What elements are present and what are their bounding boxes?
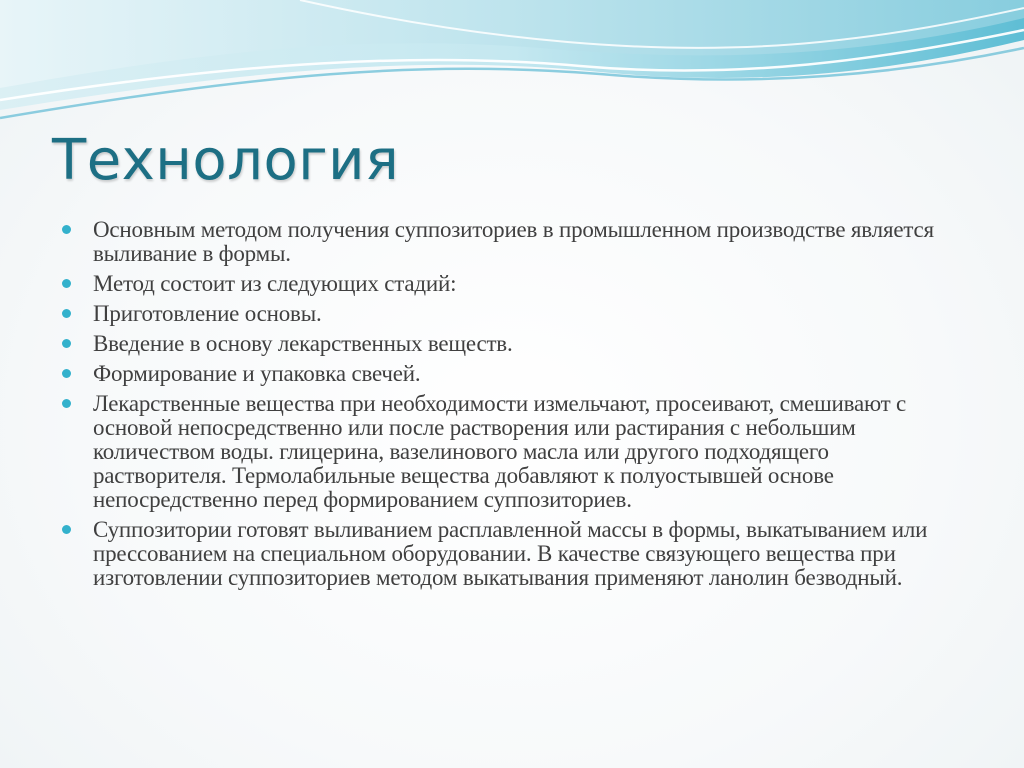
list-item-text: Приготовление основы. — [93, 301, 322, 326]
list-item — [62, 518, 967, 590]
slide-title: Технология — [52, 128, 400, 193]
list-item — [62, 272, 967, 296]
list-item-text: Суппозитории готовят выливанием расплавленной массы в формы, выкатыванием или прессованием на специальном оборудовании. В качестве связующего вещества при изготовлении суппозиториев методом выкатывания применяют ланолин безводный. — [93, 517, 928, 590]
bullet-dot-icon — [62, 525, 71, 534]
decorative-wave-header — [0, 0, 1024, 130]
list-item-text: Метод состоит из следующих стадий: — [93, 271, 457, 296]
bullet-dot-icon — [62, 279, 71, 288]
bullet-dot-icon — [62, 369, 71, 378]
list-item-text: Формирование и упаковка свечей. — [93, 361, 421, 386]
bullet-dot-icon — [62, 339, 71, 348]
list-item — [62, 392, 967, 512]
bullet-list — [62, 218, 967, 596]
list-item — [62, 362, 967, 386]
list-item — [62, 332, 967, 356]
list-item-text: Основным методом получения суппозиториев в промышленном производстве является выливание в формы. — [93, 217, 934, 266]
list-item — [62, 218, 967, 266]
list-item-text: Введение в основу лекарственных веществ. — [93, 331, 513, 356]
list-item-text: Лекарственные вещества при необходимости измельчают, просеивают, смешивают с основой непосредственно или после растворения или растирания с небольшим количеством воды. глицерина, вазелинового масла или другого подходящего растворителя. Термолабильные вещества добавляют к полуостывшей основе непосредственно перед формированием суппозиториев. — [93, 391, 907, 512]
bullet-dot-icon — [62, 225, 71, 234]
list-item — [62, 302, 967, 326]
bullet-dot-icon — [62, 399, 71, 408]
bullet-dot-icon — [62, 309, 71, 318]
